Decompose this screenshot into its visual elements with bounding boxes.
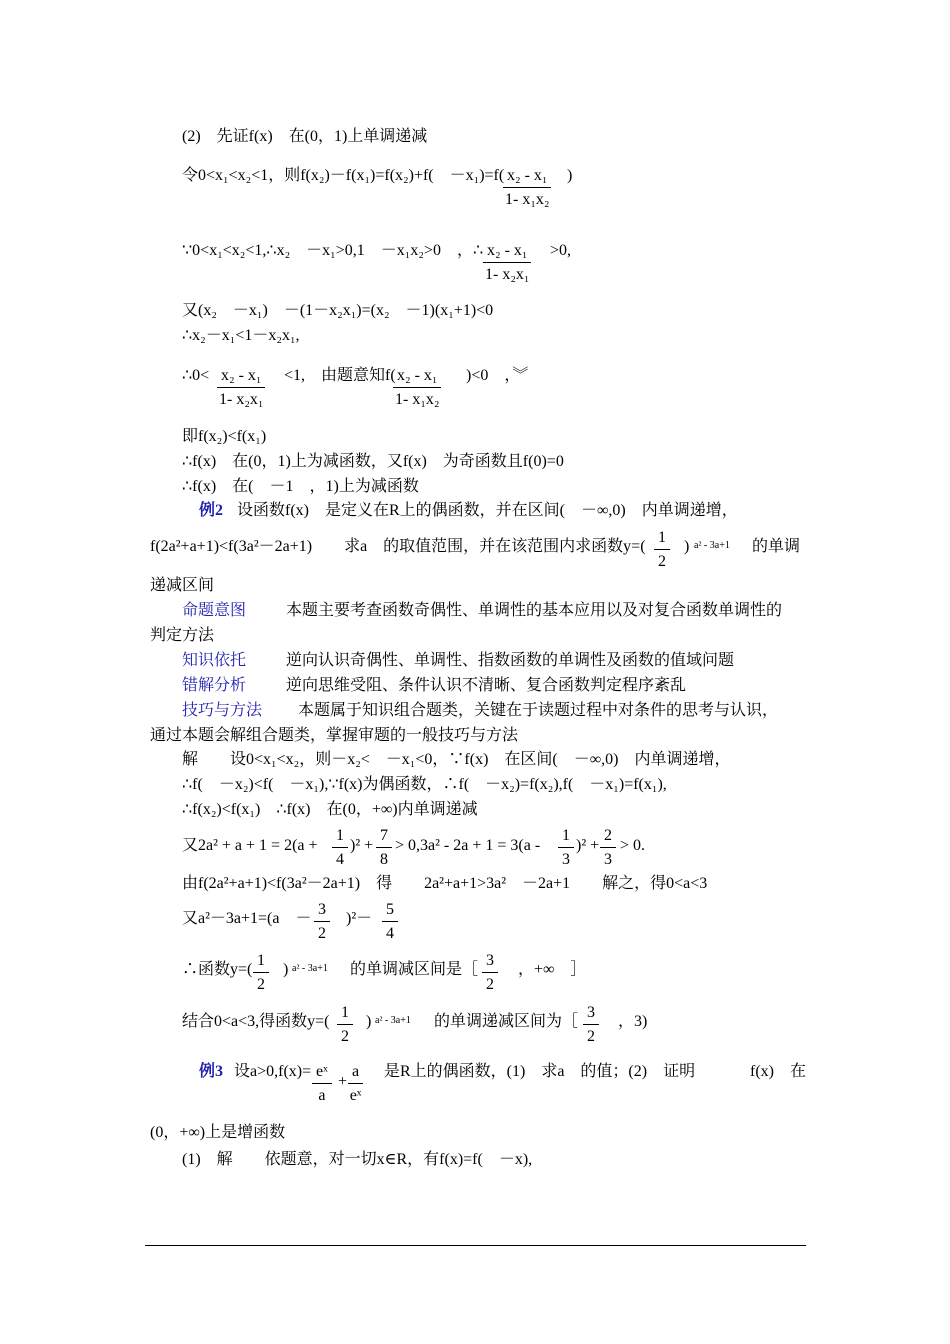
fraction-half-2-den: 2 bbox=[257, 976, 265, 993]
line-9: ∴f(x) 在( －1 ，1)上为减函数 bbox=[182, 478, 419, 495]
fraction-half-1-den: 2 bbox=[658, 553, 666, 570]
fraction-4-den: 1- x₁x₂ bbox=[395, 391, 440, 408]
fraction-three-halves-2 bbox=[482, 951, 498, 995]
fraction-three-halves-3-den: 2 bbox=[587, 1028, 595, 1045]
fraction-4-num: x₂ - x₁ bbox=[393, 366, 441, 388]
line-6b: <1, 由题意知f( bbox=[284, 367, 396, 384]
line-15: 逆向认识奇偶性、单调性、指数函数的单调性及函数的值域问题 bbox=[286, 652, 735, 669]
line-25d: ，+∞ ］ bbox=[518, 961, 587, 978]
footer-rule bbox=[145, 1245, 806, 1246]
fraction-five-quarters-den: 4 bbox=[386, 925, 394, 942]
fraction-4 bbox=[393, 366, 441, 410]
line-14: 判定方法 bbox=[150, 627, 215, 644]
line-17: 本题属于知识组合题类，关键在于读题过程中对条件的思考与认识， bbox=[298, 702, 779, 719]
fraction-third-den: 3 bbox=[562, 851, 570, 868]
line-22e: > 0. bbox=[620, 837, 646, 854]
line-28: (0，+∞)上是增函数 bbox=[150, 1124, 286, 1141]
fraction-ex-over-a-num: eˣ bbox=[312, 1062, 332, 1084]
fraction-2-den: 1- x₂x₁ bbox=[485, 266, 530, 283]
line-21: ∴f(x₂)<f(x₁) ∴f(x) 在(0，+∞)内单调递减 bbox=[182, 801, 478, 818]
line-10: 设函数f(x) 是定义在R上的偶函数，并在区间( －∞,0) 内单调递增， bbox=[237, 502, 738, 519]
fraction-3-num: x₂ - x₁ bbox=[217, 366, 265, 388]
fraction-a-over-ex-num: a bbox=[348, 1062, 363, 1084]
line-26b: ) bbox=[366, 1013, 372, 1030]
fraction-seven-eighths bbox=[376, 826, 392, 870]
line-22a: 又2a² + a + 1 = 2(a + bbox=[182, 837, 318, 854]
example-2-label: 例2 bbox=[199, 502, 224, 519]
fraction-quarter-den: 4 bbox=[336, 851, 344, 868]
fraction-two-thirds bbox=[600, 826, 616, 870]
fraction-half-1 bbox=[654, 528, 670, 572]
line-3-end: >0, bbox=[550, 242, 572, 259]
line-29: (1) 解 依题意，对一切x∈R，有f(x)=f( －x), bbox=[182, 1151, 533, 1168]
line-22d: )² + bbox=[576, 837, 600, 854]
method-label: 技巧与方法 bbox=[182, 702, 263, 719]
fraction-half-3-den: 2 bbox=[341, 1028, 349, 1045]
line-4: 又(x₂ －x₁) －(1－x₂x₁)=(x₂ －1)(x₁+1)<0 bbox=[182, 302, 494, 319]
exponent-3: a² - 3a+1 bbox=[375, 1015, 411, 1026]
fraction-3 bbox=[217, 366, 265, 410]
exponent-1: a² - 3a+1 bbox=[694, 540, 730, 551]
line-24a: 又a²－3a+1=(a － bbox=[182, 910, 312, 927]
line-5: ∴x₂－x₁<1－x₂x₁, bbox=[182, 327, 300, 344]
line-6c: )<0 ，︾ bbox=[466, 367, 529, 384]
line-11b: ) bbox=[684, 538, 690, 555]
fraction-a-over-ex bbox=[348, 1062, 363, 1106]
fraction-third bbox=[558, 826, 574, 870]
intent-label: 命题意图 bbox=[182, 602, 247, 619]
line-25b: ) bbox=[283, 961, 289, 978]
line-11a: f(2a²+a+1)<f(3a²－2a+1) 求a 的取值范围，并在该范围内求函数y=( bbox=[150, 538, 646, 555]
error-label: 错解分析 bbox=[182, 677, 247, 694]
line-3: ∵0<x₁<x₂<1,∴x₂ －x₁>0,1 －x₁x₂>0 ，∴ bbox=[182, 242, 484, 259]
fraction-1-num: x₂ - x₁ bbox=[503, 166, 551, 188]
fraction-half-3-num: 1 bbox=[337, 1003, 353, 1025]
line-12: 递减区间 bbox=[150, 577, 215, 594]
fraction-three-halves-2-num: 3 bbox=[482, 951, 498, 973]
fraction-ex-over-a bbox=[312, 1062, 332, 1106]
line-27d: f(x) 在 bbox=[750, 1063, 806, 1080]
line-20: ∴f( －x₂)<f( －x₁),∵f(x)为偶函数，∴f( －x₂)=f(x₂),f( －x₁)=f(x₁), bbox=[182, 776, 667, 793]
fraction-three-halves-1-num: 3 bbox=[314, 900, 330, 922]
fraction-three-halves-1 bbox=[314, 900, 330, 944]
line-26a: 结合0<a<3,得函数y=( bbox=[182, 1013, 330, 1030]
fraction-2-num: x₂ - x₁ bbox=[483, 241, 531, 263]
fraction-third-num: 1 bbox=[558, 826, 574, 848]
line-13: 本题主要考查函数奇偶性、单调性的基本应用以及对复合函数单调性的 bbox=[286, 602, 783, 619]
fraction-1 bbox=[503, 166, 551, 210]
fraction-seven-eighths-den: 8 bbox=[380, 851, 388, 868]
line-27a: 设a>0,f(x)= bbox=[234, 1063, 312, 1080]
fraction-half-2 bbox=[253, 951, 269, 995]
line-1: (2) 先证f(x) 在(0，1)上单调递减 bbox=[182, 128, 428, 145]
fraction-three-halves-3-num: 3 bbox=[583, 1003, 599, 1025]
fraction-two-thirds-den: 3 bbox=[604, 851, 612, 868]
line-8: ∴f(x) 在(0，1)上为减函数，又f(x) 为奇函数且f(0)=0 bbox=[182, 453, 564, 470]
fraction-quarter bbox=[332, 826, 348, 870]
line-16: 逆向思维受阻、条件认识不清晰、复合函数判定程序紊乱 bbox=[286, 677, 687, 694]
line-25c: 的单调减区间是［ bbox=[350, 961, 479, 978]
fraction-five-quarters bbox=[382, 900, 398, 944]
exponent-2: a² - 3a+1 bbox=[292, 963, 328, 974]
fraction-1-den: 1- x₁x₂ bbox=[505, 191, 550, 208]
fraction-two-thirds-num: 2 bbox=[600, 826, 616, 848]
fraction-a-over-ex-den: eˣ bbox=[349, 1087, 362, 1104]
line-6a: ∴0< bbox=[182, 367, 210, 384]
example-3-label: 例3 bbox=[199, 1063, 224, 1080]
line-25a: ∴函数y=( bbox=[182, 961, 253, 978]
fraction-seven-eighths-num: 7 bbox=[376, 826, 392, 848]
fraction-half-3 bbox=[337, 1003, 353, 1047]
line-2-end: ) bbox=[567, 167, 573, 184]
fraction-ex-over-a-den: a bbox=[318, 1087, 326, 1104]
fraction-2 bbox=[483, 241, 531, 285]
fraction-quarter-num: 1 bbox=[332, 826, 348, 848]
line-22c: > 0,3a² - 2a + 1 = 3(a - bbox=[395, 837, 541, 854]
line-27b: + bbox=[338, 1073, 348, 1090]
line-2: 令0<x₁<x₂<1，则f(x₂)－f(x₁)=f(x₂)+f( －x₁)=f( bbox=[182, 167, 505, 184]
line-22b: )² + bbox=[350, 837, 374, 854]
line-18: 通过本题会解组合题类，掌握审题的一般技巧与方法 bbox=[150, 727, 519, 744]
fraction-three-halves-2-den: 2 bbox=[486, 976, 494, 993]
fraction-three-halves-3 bbox=[583, 1003, 599, 1047]
knowledge-label: 知识依托 bbox=[182, 652, 247, 669]
line-23: 由f(2a²+a+1)<f(3a²－2a+1) 得 2a²+a+1>3a² －2a+1 解之，得0<a<3 bbox=[182, 875, 708, 892]
line-11c: 的单调 bbox=[752, 538, 801, 555]
fraction-half-2-num: 1 bbox=[253, 951, 269, 973]
line-26c: 的单调递减区间为［ bbox=[434, 1013, 579, 1030]
line-26d: ，3) bbox=[618, 1013, 648, 1030]
line-7: 即f(x₂)<f(x₁) bbox=[182, 428, 267, 445]
line-19: 解 设0<x₁<x₂，则－x₂< －x₁<0，∵f(x) 在区间( －∞,0) 内单调递增， bbox=[182, 751, 731, 768]
fraction-3-den: 1- x₂x₁ bbox=[219, 391, 264, 408]
fraction-half-1-num: 1 bbox=[654, 528, 670, 550]
fraction-three-halves-1-den: 2 bbox=[318, 925, 326, 942]
line-27c: 是R上的偶函数，(1) 求a 的值；(2) 证明 bbox=[384, 1063, 696, 1080]
fraction-five-quarters-num: 5 bbox=[382, 900, 398, 922]
line-24b: )²－ bbox=[346, 910, 373, 927]
